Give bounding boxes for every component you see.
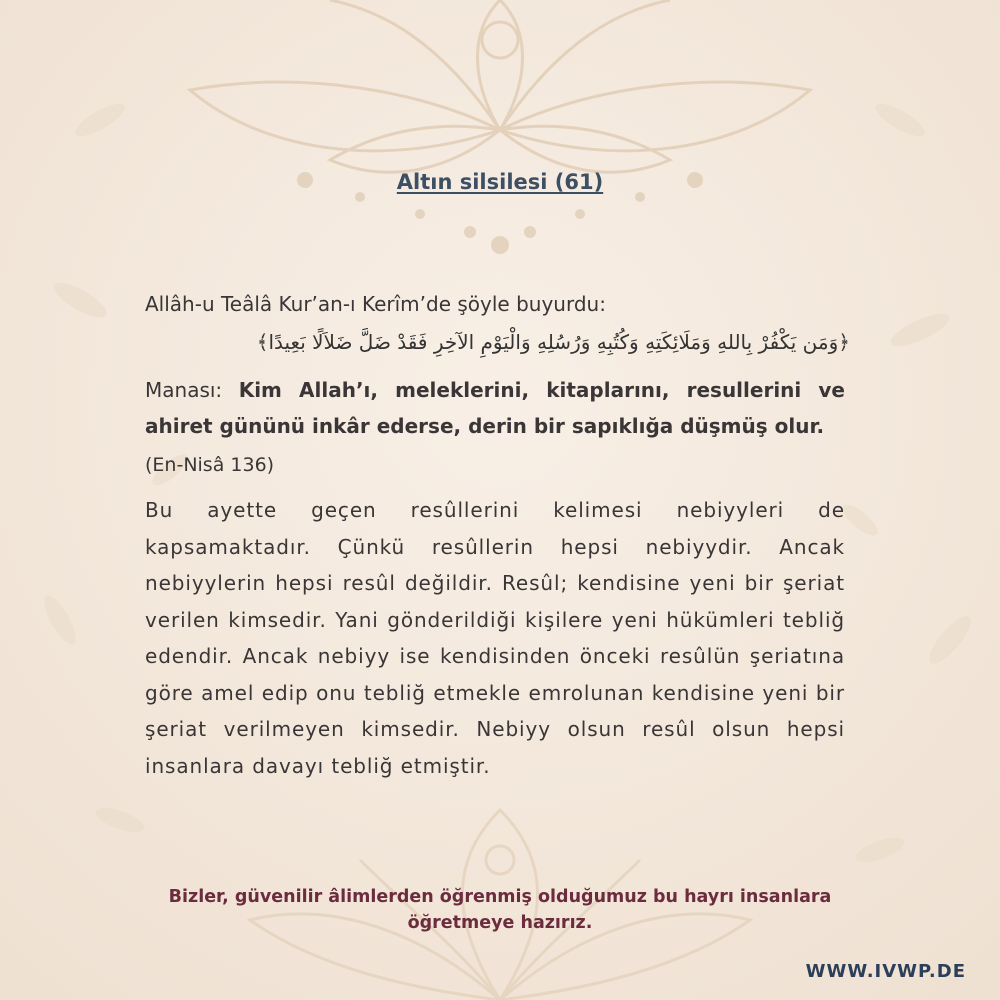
website-link[interactable]: WWW.IVWP.DE xyxy=(805,961,966,982)
page-title xyxy=(0,170,1000,194)
footer-line-1: Bizler, güvenilir âlimlerden öğrenmiş olduğumuz bu hayrı insanlara xyxy=(168,887,832,907)
footer-message xyxy=(0,884,1000,936)
explanation-paragraph: Bu ayette geçen resûllerini kelimesi nebiyyleri de kapsamaktadır. Çünkü resûllerin hepsi nebiyydir. Ancak nebiyylerin hepsi resûl değildir. Resûl; kendisine yeni bir şeriat verilen kimsedir. Yani gönderildiği kişilere yeni hükümleri tebliğ edendir. Ancak nebiyy ise kendisinden önceki resûlün şeriatına göre amel edip onu tebliğ etmekle emrolunan kendisine yeni bir şeriat verilmeyen kimsedir. Nebiyy olsun resûl olsun hepsi insanlara davayı tebliğ etmiştir. xyxy=(145,498,845,778)
verse-meaning xyxy=(145,372,845,444)
footer-line-2: öğretmeye hazırız. xyxy=(407,913,593,933)
verse-reference: (En-Nisâ 136) xyxy=(145,454,275,476)
meaning-label: Manası: xyxy=(145,378,223,402)
intro-line: Allâh-u Teâlâ Kur’an-ı Kerîm’de şöyle buyurdu: xyxy=(145,292,606,316)
title-text: Altın silsilesi (61) xyxy=(396,170,604,194)
meaning-text: Kim Allah’ı, meleklerini, kitaplarını, resullerini ve ahiret gününü inkâr ederse, derin bir sapıklığa düşmüş olur. xyxy=(145,378,845,438)
arabic-verse: ﴿وَمَن يَكْفُرْ بِاللهِ وَمَلَائِكَتِهِ وَكُتُبِهِ وَرُسُلِهِ وَالْيَوْمِ الآخِرِ فَقَدْ ضَلَّ ضَلاَلًا بَعِيدًا﴾ xyxy=(256,330,850,354)
